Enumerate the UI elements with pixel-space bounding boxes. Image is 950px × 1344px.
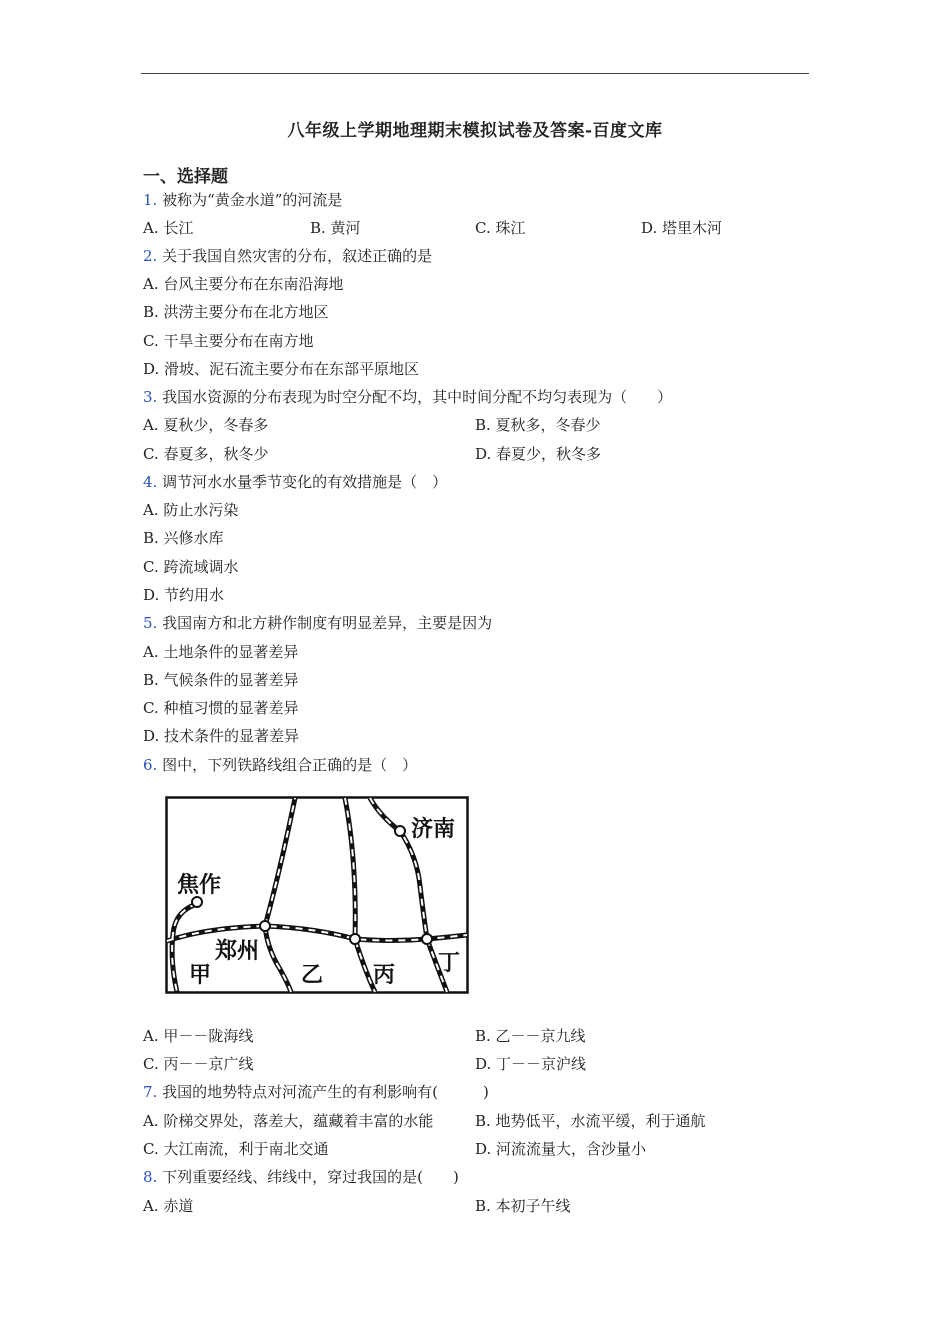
option-4d: D. 节约用水 [143, 586, 225, 604]
question-number: 2. [143, 247, 158, 265]
option-1b: B. 黄河 [310, 219, 361, 237]
station-junction-marker [350, 934, 360, 944]
question-number: 7. [143, 1083, 158, 1101]
question-text: 我国的地势特点对河流产生的有利影响有( ) [162, 1083, 489, 1101]
option-1a: A. 长江 [143, 219, 194, 237]
question-text: 被称为“黄金水道”的河流是 [162, 191, 343, 209]
question-text: 我国南方和北方耕作制度有明显差异，主要是因为 [162, 614, 493, 632]
section-title: 一、选择题 [143, 167, 228, 187]
label-yi: 乙 [301, 963, 324, 988]
question-7 [143, 1082, 489, 1102]
question-number: 3. [143, 388, 158, 406]
question-3 [143, 387, 672, 407]
question-text: 调节河水水量季节变化的有效措施是（ ） [162, 473, 448, 491]
question-number: 5. [143, 614, 158, 632]
option-6d: D. 丁－－京沪线 [475, 1055, 587, 1073]
question-5 [143, 613, 492, 633]
option-7d: D. 河流流量大，含沙量小 [475, 1140, 647, 1158]
option-5c: C. 种植习惯的显著差异 [143, 699, 299, 717]
option-8a: A. 赤道 [143, 1197, 194, 1215]
label-zhengzhou: 郑州 [215, 939, 260, 964]
option-2c: C. 干旱主要分布在南方地 [143, 332, 314, 350]
question-text: 图中，下列铁路线组合正确的是（ ） [162, 756, 418, 774]
option-1c: C. 珠江 [475, 219, 526, 237]
question-text: 我国水资源的分布表现为时空分配不均，其中时间分配不均匀表现为（ ） [162, 388, 673, 406]
label-ding: 丁 [438, 951, 461, 976]
option-6a: A. 甲－－陇海线 [143, 1027, 254, 1045]
question-4 [143, 472, 447, 492]
station-jinan-marker [395, 826, 405, 836]
station-zhengzhou-marker [260, 921, 270, 931]
question-8 [143, 1167, 459, 1187]
option-3a: A. 夏秋少，冬春多 [143, 416, 269, 434]
document-title: 八年级上学期地理期末模拟试卷及答案-百度文库 [287, 121, 663, 141]
question-text: 下列重要经线、纬线中，穿过我国的是( ) [162, 1168, 459, 1186]
option-1d: D. 塔里木河 [641, 219, 723, 237]
question-number: 6. [143, 756, 158, 774]
option-2b: B. 洪涝主要分布在北方地区 [143, 303, 329, 321]
option-2a: A. 台风主要分布在东南沿海地 [143, 275, 344, 293]
question-number: 8. [143, 1168, 158, 1186]
question-6 [143, 755, 417, 775]
option-3b: B. 夏秋多，冬春少 [475, 416, 601, 434]
label-bing: 丙 [373, 963, 396, 988]
option-2d: D. 滑坡、泥石流主要分布在东部平原地区 [143, 360, 420, 378]
option-5d: D. 技术条件的显著差异 [143, 727, 300, 745]
label-jia: 甲 [189, 963, 212, 988]
option-4b: B. 兴修水库 [143, 529, 224, 547]
option-6c: C. 丙－－京广线 [143, 1055, 254, 1073]
option-3c: C. 春夏多，秋冬少 [143, 445, 269, 463]
option-4c: C. 跨流域调水 [143, 558, 239, 576]
railway-map [165, 796, 469, 994]
option-4a: A. 防止水污染 [143, 501, 239, 519]
option-5a: A. 土地条件的显著差异 [143, 643, 299, 661]
question-text: 关于我国自然灾害的分布，叙述正确的是 [162, 247, 433, 265]
option-7c: C. 大江南流，利于南北交通 [143, 1140, 329, 1158]
question-2 [143, 246, 432, 266]
question-1 [143, 190, 342, 210]
label-jinan: 济南 [411, 817, 456, 842]
option-6b: B. 乙－－京九线 [475, 1027, 586, 1045]
header-rule [141, 73, 809, 74]
option-8b: B. 本初子午线 [475, 1197, 571, 1215]
question-number: 1. [143, 191, 158, 209]
option-7a: A. 阶梯交界处，落差大，蕴藏着丰富的水能 [143, 1112, 434, 1130]
option-5b: B. 气候条件的显著差异 [143, 671, 299, 689]
label-jiaozuo: 焦作 [177, 873, 222, 898]
option-7b: B. 地势低平，水流平缓，利于通航 [475, 1112, 706, 1130]
question-number: 4. [143, 473, 158, 491]
station-jiaozuo-marker [192, 897, 202, 907]
station-junction-marker [422, 934, 432, 944]
option-3d: D. 春夏少，秋冬多 [475, 445, 602, 463]
